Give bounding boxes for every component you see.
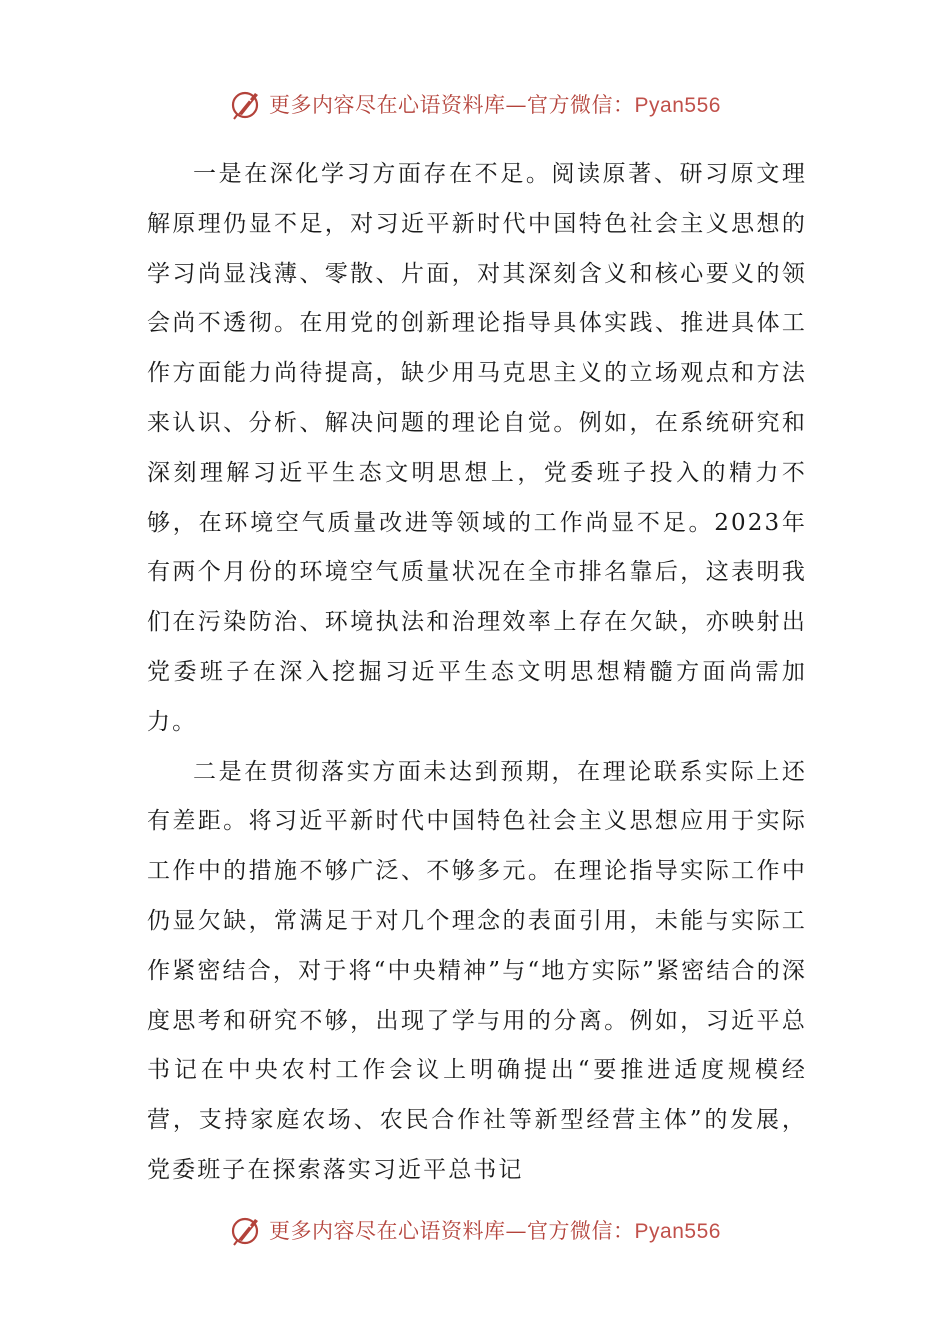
watermark-prefix: 更多内容尽在心语资料库—官方微信： bbox=[269, 93, 635, 117]
document-body bbox=[147, 150, 807, 1196]
paragraph-1: 一是在深化学习方面存在不足。阅读原著、研习原文理解原理仍显不足，对习近平新时代中国特色社会主义思想的学习尚显浅薄、零散、片面，对其深刻含义和核心要义的领会尚不透彻。在用党的创新理论指导具体实践、推进具体工作方面能力尚待提高，缺少用马克思主义的立场观点和方法来认识、分析、解决问题的理论自觉。例如，在系统研究和深刻理解习近平生态文明思想上，党委班子投入的精力不够，在环境空气质量改进等领域的工作尚显不足。2023年有两个月份的环境空气质量状况在全市排名靠后，这表明我们在污染防治、环境执法和治理效率上存在欠缺，亦映射出党委班子在深入挖掘习近平生态文明思想精髓方面尚需加力。 bbox=[147, 161, 807, 735]
paragraph-2: 二是在贯彻落实方面未达到预期，在理论联系实际上还有差距。将习近平新时代中国特色社会主义思想应用于实际工作中的措施不够广泛、不够多元。在理论指导实际工作中仍显欠缺，常满足于对几个理念的表面引用，未能与实际工作紧密结合，对于将“中央精神”与“地方实际”紧密结合的深度思考和研究不够，出现了学与用的分离。例如，习近平总书记在中央农村工作会议上明确提出“要推进适度规模经营，支持家庭农场、农民合作社等新型经营主体”的发展，党委班子在探索落实习近平总书记 bbox=[147, 758, 807, 1183]
watermark-text bbox=[269, 1215, 721, 1245]
header-watermark bbox=[0, 84, 950, 124]
quill-pen-circle-icon bbox=[229, 1213, 263, 1247]
watermark-account: Pyan556 bbox=[634, 1220, 721, 1243]
quill-pen-circle-icon bbox=[229, 87, 263, 121]
watermark-account: Pyan556 bbox=[634, 94, 721, 117]
watermark-prefix: 更多内容尽在心语资料库—官方微信： bbox=[269, 1219, 635, 1243]
footer-watermark bbox=[0, 1210, 950, 1250]
watermark-text bbox=[269, 89, 721, 119]
